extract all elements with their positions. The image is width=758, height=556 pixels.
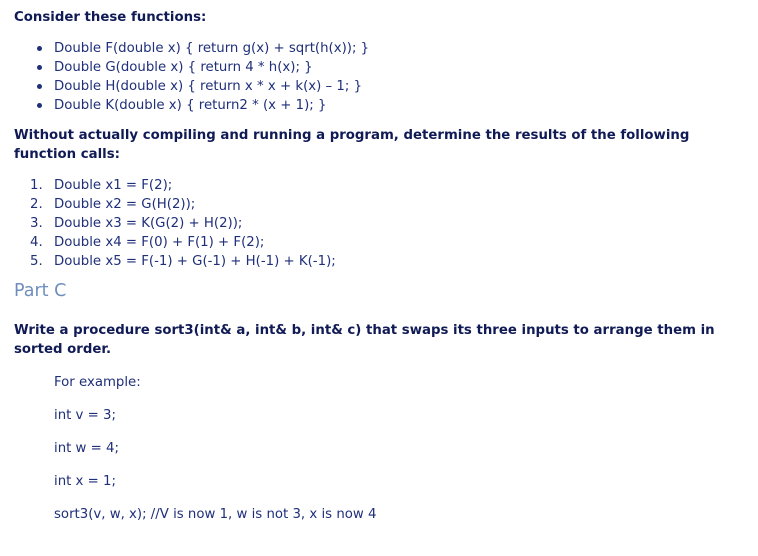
call-item [30, 252, 749, 271]
example-line: sort3(v, w, x); //V is now 1, w is not 3, x is now 4 [54, 507, 377, 522]
document [14, 8, 749, 524]
call-number: 4. [30, 235, 43, 250]
example-line: int w = 4; [54, 441, 119, 456]
section-heading: Part C [14, 281, 67, 301]
intro-text: Consider these functions: [14, 10, 207, 25]
example-block [14, 373, 749, 524]
example-line: int v = 3; [54, 408, 116, 423]
call-text: Double x4 = F(0) + F(1) + F(2); [54, 235, 265, 250]
call-number: 3. [30, 216, 43, 231]
call-item [30, 195, 749, 214]
call-number: 2. [30, 197, 43, 212]
function-item: Double K(double x) { return2 * (x + 1); } [36, 96, 749, 115]
call-item [30, 176, 749, 195]
call-text: Double x3 = K(G(2) + H(2)); [54, 216, 243, 231]
function-list [14, 39, 749, 115]
call-text: Double x2 = G(H(2)); [54, 197, 196, 212]
task-text: Write a procedure sort3(int& a, int& b, int& c) that swaps its three inputs to arrange them in sorted order. [14, 323, 715, 357]
call-text: Double x1 = F(2); [54, 178, 173, 193]
call-number: 1. [30, 178, 43, 193]
example-line: For example: [54, 375, 141, 390]
question-text: Without actually compiling and running a program, determine the results of the following function calls: [14, 128, 690, 162]
function-item: Double G(double x) { return 4 * h(x); } [36, 58, 749, 77]
call-item [30, 233, 749, 252]
call-text: Double x5 = F(-1) + G(-1) + H(-1) + K(-1); [54, 254, 336, 269]
call-item [30, 214, 749, 233]
call-list [14, 176, 749, 271]
function-item: Double H(double x) { return x * x + k(x) – 1; } [36, 77, 749, 96]
example-line: int x = 1; [54, 474, 116, 489]
function-item: Double F(double x) { return g(x) + sqrt(h(x)); } [36, 39, 749, 58]
call-number: 5. [30, 254, 43, 269]
